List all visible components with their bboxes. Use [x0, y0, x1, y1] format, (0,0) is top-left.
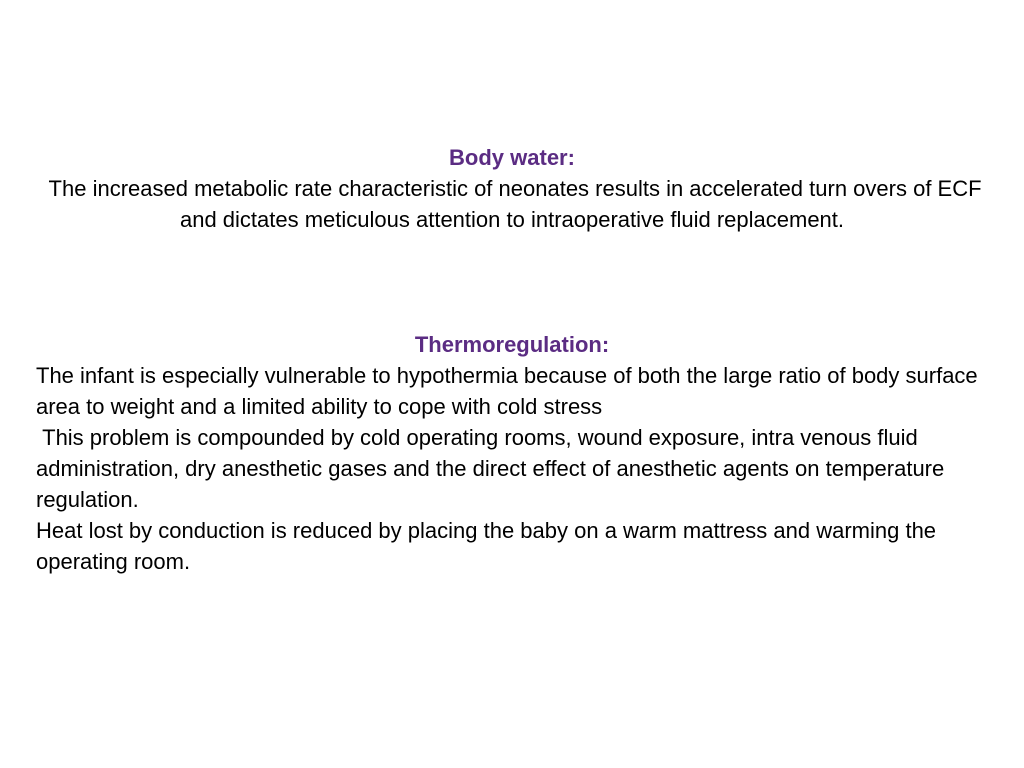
thermoregulation-section: [36, 329, 996, 577]
body-water-section: [28, 142, 996, 235]
body-water-text: The increased metabolic rate characteristic of neonates results in accelerated turn overs of ECF and dictates meticulous attention to intraoperative fluid replacement.: [42, 176, 988, 232]
thermoregulation-paragraph-3: Heat lost by conduction is reduced by placing the baby on a warm mattress and warming the operating room.: [36, 518, 943, 574]
thermoregulation-paragraph-2: This problem is compounded by cold operating rooms, wound exposure, intra venous fluid administration, dry anesthetic gases and the direct effect of anesthetic agents on temperature regulation.: [36, 425, 951, 512]
body-water-heading: Body water:: [449, 145, 575, 170]
thermoregulation-paragraph-1: The infant is especially vulnerable to hypothermia because of both the large ratio of body surface area to weight and a limited ability to cope with cold stress: [36, 363, 984, 419]
thermoregulation-heading: Thermoregulation:: [414, 332, 610, 357]
